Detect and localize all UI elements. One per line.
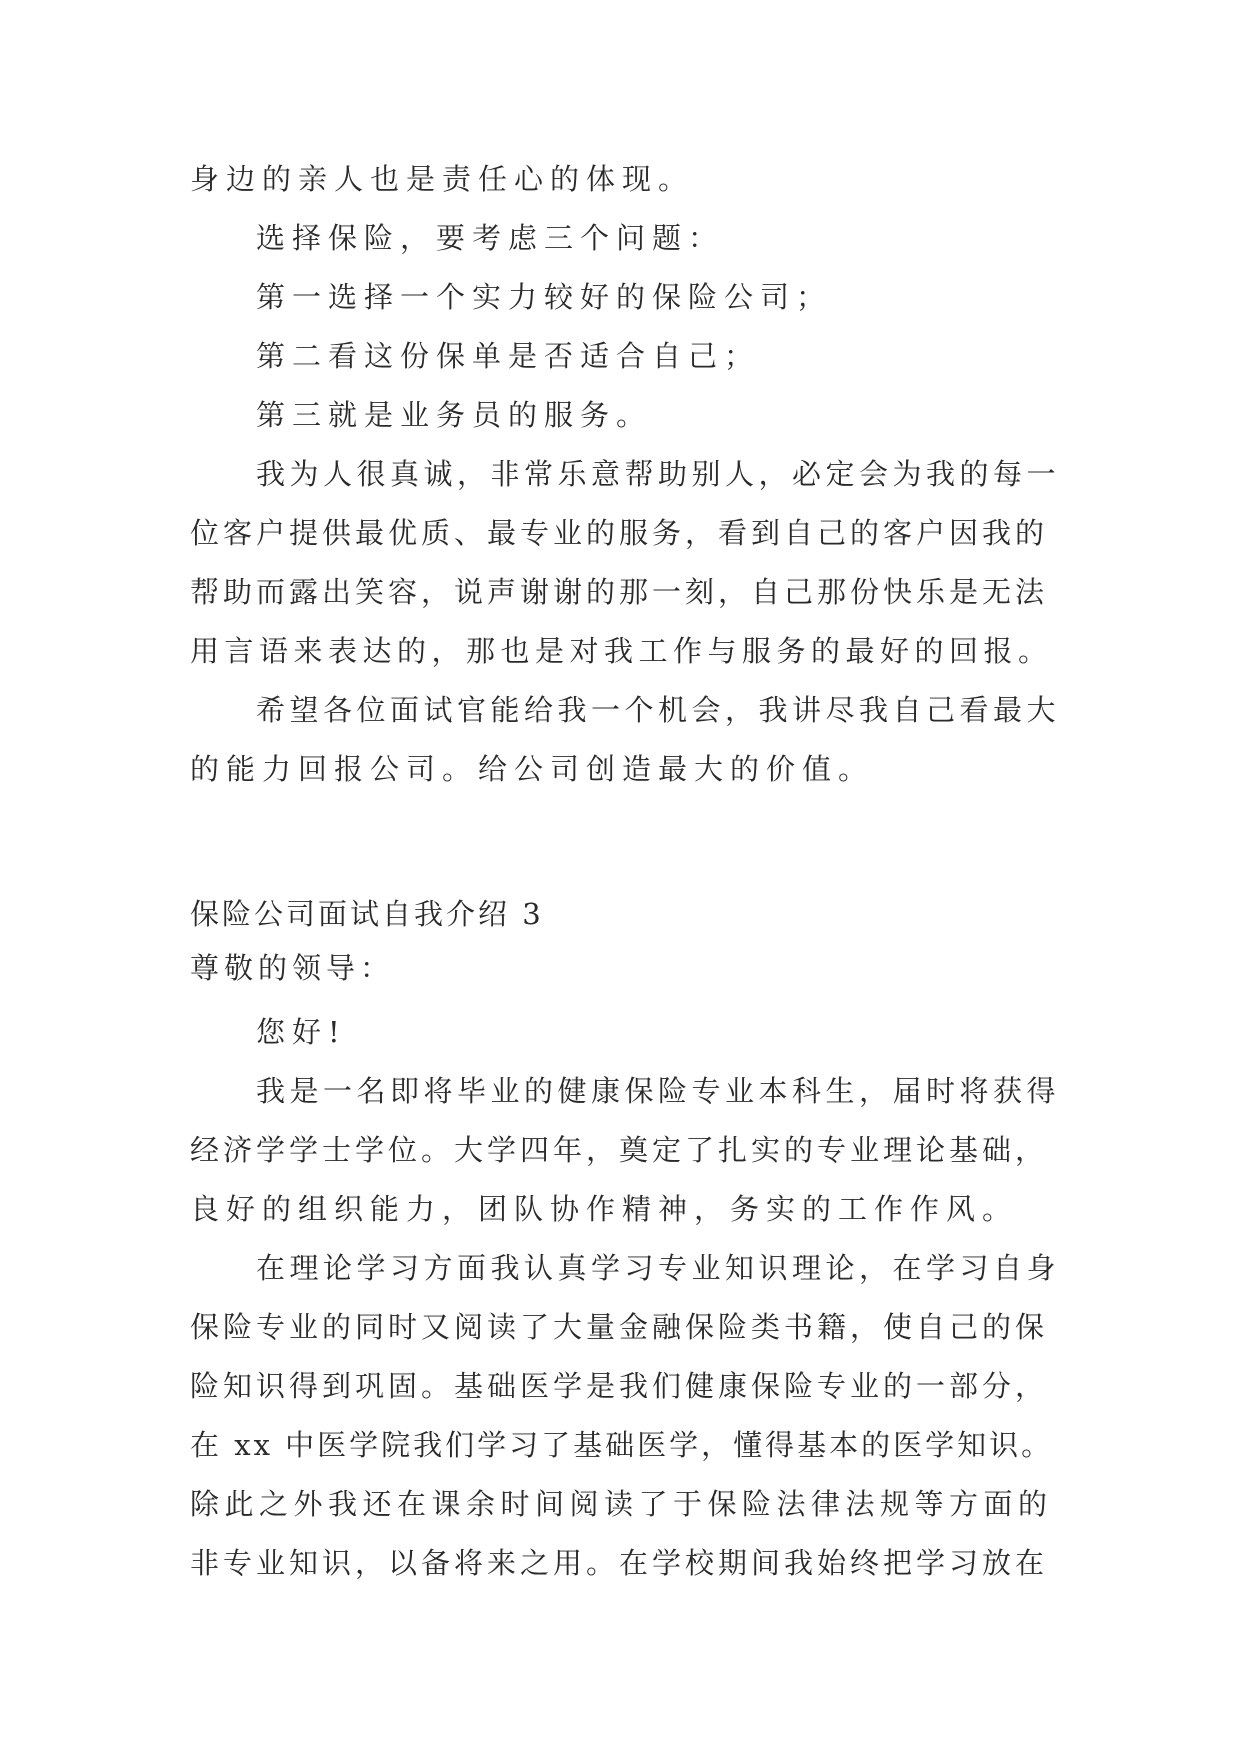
paragraph-line: 用言语来表达的，那也是对我工作与服务的最好的回报。 bbox=[190, 634, 1053, 668]
paragraph-line: 身边的亲人也是责任心的体现。 bbox=[190, 162, 695, 196]
paragraph-line: 第二看这份保单是否适合自己； bbox=[256, 339, 761, 373]
paragraph-line: 经济学学士学位。大学四年，奠定了扎实的专业理论基础， bbox=[190, 1133, 1049, 1167]
paragraph-line: 您好! bbox=[256, 1015, 347, 1049]
document-body bbox=[190, 150, 1060, 1593]
paragraph-line: 良好的组织能力，团队协作精神，务实的工作作风。 bbox=[190, 1192, 1019, 1226]
paragraph-line: 险知识得到巩固。基础医学是我们健康保险专业的一部分， bbox=[190, 1369, 1049, 1403]
paragraph-line: 选择保险，要考虑三个问题： bbox=[256, 221, 725, 255]
paragraph-line: 我是一名即将毕业的健康保险专业本科生，届时将获得 bbox=[256, 1074, 1061, 1108]
paragraph-line: 除此之外我还在课余时间阅读了于保险法律法规等方面的 bbox=[190, 1487, 1053, 1521]
paragraph-line: 我为人很真诚，非常乐意帮助别人，必定会为我的每一 bbox=[256, 457, 1061, 491]
salutation: 尊敬的领导： bbox=[190, 951, 395, 985]
paragraph-line: 希望各位面试官能给我一个机会，我讲尽我自己看最大 bbox=[256, 693, 1061, 727]
paragraph-line: 非专业知识，以备将来之用。在学校期间我始终把学习放在 bbox=[190, 1546, 1049, 1580]
paragraph-line: 的能力回报公司。给公司创造最大的价值。 bbox=[190, 752, 875, 786]
section-gap bbox=[190, 799, 1060, 894]
paragraph-line: 帮助而露出笑容，说声谢谢的那一刻，自己那份快乐是无法 bbox=[190, 575, 1049, 609]
section-heading: 保险公司面试自我介绍 3 bbox=[190, 897, 544, 931]
paragraph-line: 在 xx 中医学院我们学习了基础医学，懂得基本的医学知识。 bbox=[190, 1428, 1054, 1462]
paragraph-line: 保险专业的同时又阅读了大量金融保险类书籍，使自己的保 bbox=[190, 1310, 1049, 1344]
paragraph-line: 位客户提供最优质、最专业的服务，看到自己的客户因我的 bbox=[190, 516, 1049, 550]
paragraph-line: 第三就是业务员的服务。 bbox=[256, 398, 653, 432]
paragraph-line: 第一选择一个实力较好的保险公司； bbox=[256, 280, 833, 314]
paragraph-line: 在理论学习方面我认真学习专业知识理论，在学习自身 bbox=[256, 1251, 1061, 1285]
